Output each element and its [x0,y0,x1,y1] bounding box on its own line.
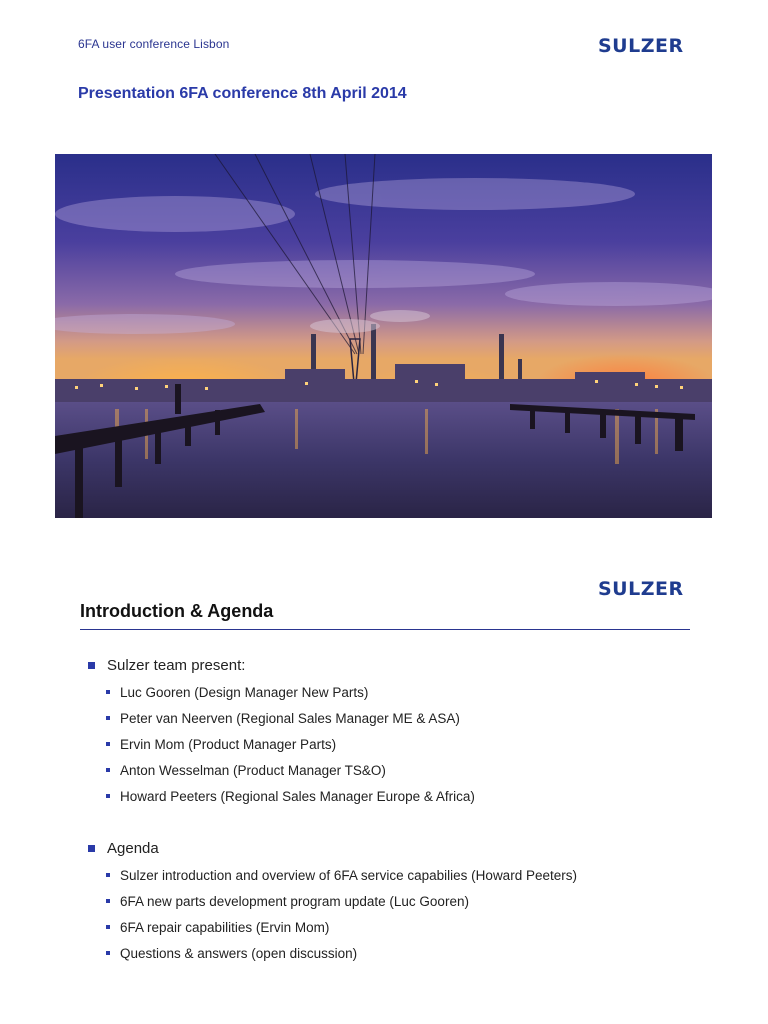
presentation-title: Presentation 6FA conference 8th April 2014 [78,85,407,102]
square-bullet-icon [106,925,110,929]
team-member: Anton Wesselman (Product Manager TS&O) [120,762,386,778]
agenda-heading-text: Agenda [107,839,159,857]
sulzer-logo-section: SULZER [598,578,684,600]
square-bullet-icon [106,951,110,955]
list-item [106,892,577,910]
team-member: Ervin Mom (Product Manager Parts) [120,736,337,752]
team-member: Luc Gooren (Design Manager New Parts) [120,684,369,700]
section-divider [80,629,690,630]
section-title: Introduction & Agenda [80,601,274,621]
sulzer-logo: SULZER [598,35,684,57]
list-item [106,735,475,753]
team-heading [88,655,475,675]
agenda-item: 6FA new parts development program update (Luc Gooren) [120,893,469,909]
list-item [106,683,475,701]
square-bullet-icon [88,845,95,852]
team-heading-text: Sulzer team present: [107,656,246,674]
list-item [106,918,577,936]
square-bullet-icon [106,690,110,694]
agenda-item: Questions & answers (open discussion) [120,945,358,961]
team-member: Howard Peeters (Regional Sales Manager Europe & Africa) [120,788,475,804]
agenda-item: Sulzer introduction and overview of 6FA service capabilies (Howard Peeters) [120,867,577,883]
list-item [106,787,475,805]
list-item [106,709,475,727]
square-bullet-icon [106,899,110,903]
list-item [106,761,475,779]
agenda-heading [88,838,577,858]
agenda-list [88,838,577,970]
list-item [106,944,577,962]
conference-subtitle: 6FA user conference Lisbon [78,37,230,51]
square-bullet-icon [106,873,110,877]
industrial-harbor-photo [55,154,712,518]
square-bullet-icon [106,794,110,798]
team-list [88,655,475,813]
square-bullet-icon [88,662,95,669]
square-bullet-icon [106,768,110,772]
list-item [106,866,577,884]
agenda-item: 6FA repair capabilities (Ervin Mom) [120,919,330,935]
square-bullet-icon [106,716,110,720]
team-member: Peter van Neerven (Regional Sales Manager ME & ASA) [120,710,460,726]
square-bullet-icon [106,742,110,746]
